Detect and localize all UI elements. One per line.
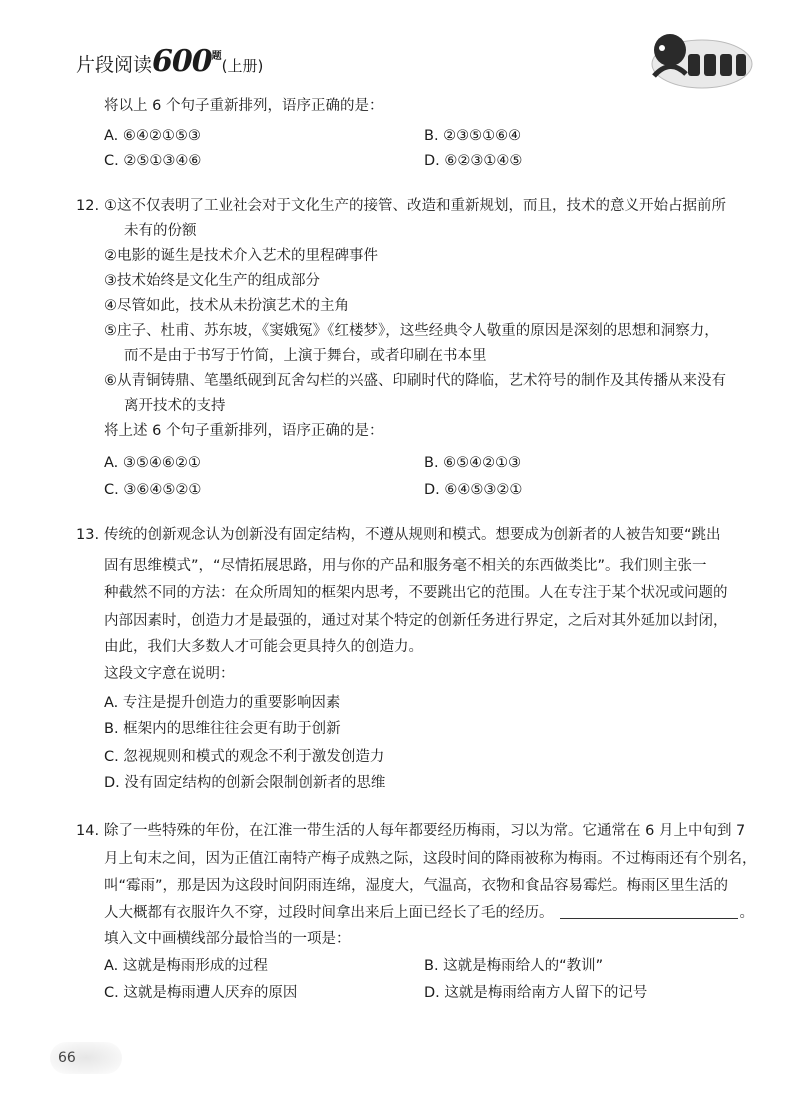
q14-stem: 填入文中画横线部分最恰当的一项是：	[104, 931, 351, 947]
q14-line: 叫“霉雨”，那是因为这段时间阴雨连绵，湿度大，气温高，衣物和食品容易霉烂。梅雨区里生活的	[104, 878, 729, 894]
q12-line: ⑤庄子、杜甫、苏东坡，《窦娥冤》《红楼梦》，这些经典令人敬重的原因是深刻的思想和洞察力，	[104, 323, 719, 339]
q14-line: 除了一些特殊的年份，在江淮一带生活的人每年都要经历梅雨，习以为常。它通常在 6 月上中旬到 7	[104, 823, 746, 839]
q14-line-with-blank: 人大概都有衣服许久不穿，过段时间拿出来后上面已经长了毛的经历。 。	[104, 905, 754, 921]
q12-line: 离开技术的支持	[124, 398, 226, 414]
q12-line: ③技术始终是文化生产的组成部分	[104, 273, 320, 289]
answer-blank	[560, 906, 738, 919]
publisher-logo	[640, 28, 756, 94]
q13-stem: 这段文字意在说明：	[104, 666, 235, 682]
q13-option-c: C. 忽视规则和模式的观念不利于激发创造力	[104, 749, 385, 765]
q11-option-d: D. ⑥②③①④⑤	[424, 153, 523, 169]
q12-option-c: C. ③⑥④⑤②①	[104, 482, 202, 498]
q13-line: 固有思维模式”，“尽情拓展思路，用与你的产品和服务毫不相关的东西做类比”。我们则主张一	[104, 558, 707, 574]
q14-option-a: A. 这就是梅雨形成的过程	[104, 958, 268, 974]
q13-option-a: A. 专注是提升创造力的重要影响因素	[104, 695, 341, 711]
q12-stem: 将上述 6 个句子重新排列，语序正确的是：	[104, 423, 384, 439]
book-title	[76, 44, 263, 79]
q14-option-c: C. 这就是梅雨遭人厌弃的原因	[104, 985, 298, 1001]
page-number: 66	[58, 1050, 76, 1066]
q12-line: 而不是由于书写于竹简，上演于舞台，或者印刷在书本里	[124, 348, 487, 364]
q13-option-b: B. 框架内的思维往往会更有助于创新	[104, 721, 341, 737]
q14-option-d: D. 这就是梅雨给南方人留下的记号	[424, 985, 648, 1001]
q13-option-d: D. 没有固定结构的创新会限制创新者的思维	[104, 775, 386, 791]
q12-line: ④尽管如此，技术从未扮演艺术的主角	[104, 298, 349, 314]
q12-option-d: D. ⑥④⑤③②①	[424, 482, 523, 498]
book-title-cn: 片段阅读	[76, 54, 153, 76]
q12-line: 未有的份额	[124, 223, 197, 239]
q14-option-b: B. 这就是梅雨给人的“教训”	[424, 958, 604, 974]
q12-line: ①这不仅表明了工业社会对于文化生产的接管、改造和重新规划，而且，技术的意义开始占据前所	[104, 198, 726, 214]
q13-number: 13.	[76, 527, 100, 543]
q12-line: ②电影的诞生是技术介入艺术的里程碑事件	[104, 248, 378, 264]
book-title-sup: 题	[211, 51, 222, 62]
q13-line: 内部因素时，创造力才是最强的，通过对某个特定的创新任务进行界定，之后对其外延加以封闭，	[104, 613, 728, 629]
q13-line: 传统的创新观念认为创新没有固定结构，不遵从规则和模式。想要成为创新者的人被告知要“跳出	[104, 527, 721, 543]
book-title-number: 600	[152, 44, 212, 79]
q12-number: 12.	[76, 198, 100, 214]
q11-option-b: B. ②③⑤①⑥④	[424, 128, 522, 144]
q13-line: 种截然不同的方法：在众所周知的框架内思考，不要跳出它的范围。人在专注于某个状况或问题的	[104, 585, 728, 601]
q14-line: 月上旬末之间，因为正值江南特产梅子成熟之际，这段时间的降雨被称为梅雨。不过梅雨还有个别名，	[104, 851, 757, 867]
q11-stem: 将以上 6 个句子重新排列，语序正确的是：	[104, 98, 384, 114]
q12-option-a: A. ③⑤④⑥②①	[104, 455, 201, 471]
book-volume: (上册)	[221, 57, 264, 75]
q11-option-a: A. ⑥④②①⑤③	[104, 128, 201, 144]
q11-option-c: C. ②⑤①③④⑥	[104, 153, 202, 169]
q14-number: 14.	[76, 823, 100, 839]
q12-line: ⑥从青铜铸鼎、笔墨纸砚到瓦舍勾栏的兴盛、印刷时代的降临，艺术符号的制作及其传播从来没有	[104, 373, 726, 389]
q12-option-b: B. ⑥⑤④②①③	[424, 455, 522, 471]
q13-line: 由此，我们大多数人才可能会更具持久的创造力。	[104, 639, 423, 655]
